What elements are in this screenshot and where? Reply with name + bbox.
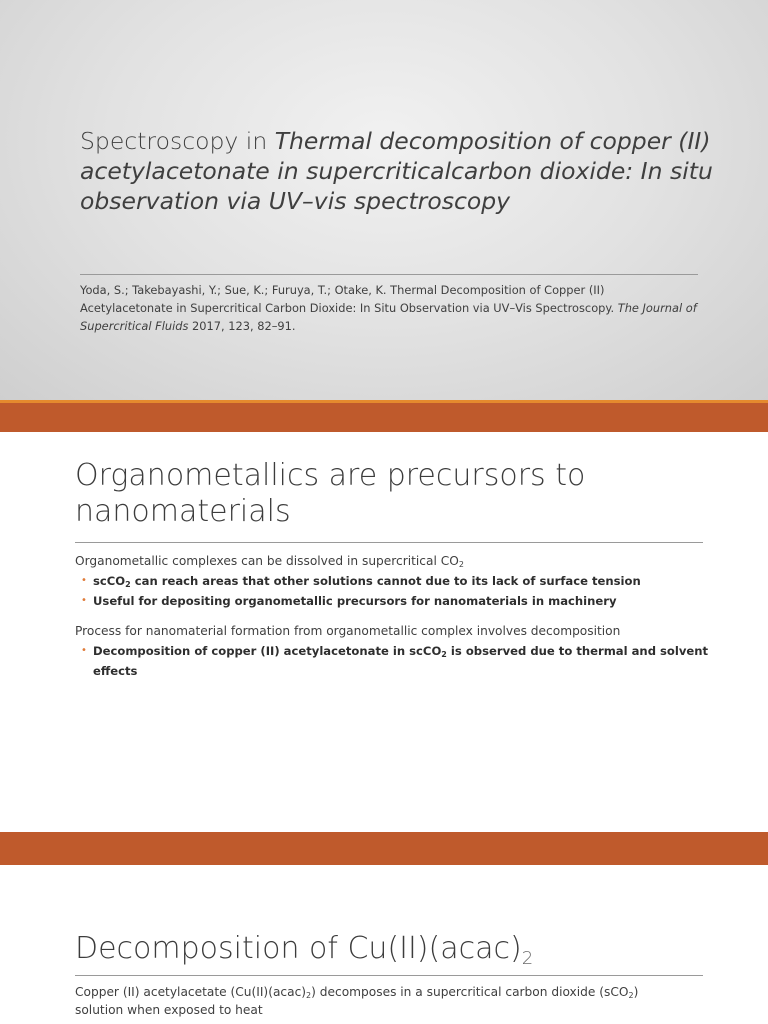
- paragraph: Process for nanomaterial formation from organometallic complex involves decomposition: [75, 624, 621, 638]
- paragraph-block: [75, 621, 715, 681]
- bullet-text: scCO: [93, 574, 126, 588]
- citation: [80, 281, 700, 335]
- paragraph-text: ): [633, 985, 639, 999]
- bullet-icon: •: [81, 595, 87, 606]
- subscript: 2: [458, 560, 464, 569]
- bullet-icon: •: [81, 645, 87, 656]
- paragraph-text: Copper (II) acetylacetate (Cu(II)(acac): [75, 985, 307, 999]
- paragraph-block: [75, 551, 715, 611]
- paragraph-text: solution when exposed to heat: [75, 1003, 263, 1017]
- citation-text: Yoda, S.; Takebayashi, Y.; Sue, K.; Furuya, T.; Otake, K. Thermal Decomposition of Copper (II) Acetylacetonate in Supercritical Carbon Dioxide: In Situ Observation via UV–Vis Spectroscopy.: [80, 283, 618, 315]
- paragraph-text: Organometallic complexes can be dissolved in supercritical CO: [75, 554, 459, 568]
- subscript: 2: [441, 650, 447, 659]
- slide-heading: [75, 931, 715, 967]
- bullet-item: [75, 591, 715, 611]
- bullet-item: [75, 571, 715, 591]
- subscript: 2: [125, 580, 131, 589]
- paragraph: [75, 983, 715, 1019]
- divider: [75, 542, 703, 543]
- paragraph: [75, 551, 715, 571]
- bullet-text: Decomposition of copper (II) acetylacetonate in scCO: [93, 644, 442, 658]
- subscript: 2: [628, 991, 634, 1000]
- title-italic-text: Thermal decomposition of copper (II) acetylacetonate in supercriticalcarbon dioxide: In situ observation via UV–vis spectroscopy: [80, 127, 713, 215]
- bullet-text: can reach areas that other solutions cannot due to its lack of surface tension: [130, 574, 641, 588]
- bullet-icon: •: [81, 575, 87, 586]
- divider: [80, 274, 698, 275]
- title-text: Spectroscopy in: [80, 127, 275, 155]
- bullet-text: is observed due to thermal and solvent effects: [93, 644, 709, 678]
- slide-separator-bar: [0, 832, 768, 865]
- slide-heading: Organometallics are precursors to nanomaterials: [75, 458, 586, 529]
- title-slide: [0, 0, 768, 400]
- slide-separator-bar: [0, 400, 768, 432]
- heading-text: Decomposition of Cu(II)(acac): [75, 931, 522, 966]
- divider: [75, 975, 703, 976]
- content-slide-decomposition: [0, 865, 768, 1024]
- citation-tail: 2017, 123, 82–91.: [188, 319, 296, 333]
- content-slide-organometallics: [0, 432, 768, 832]
- subscript: 2: [306, 991, 312, 1000]
- bullet-item: [75, 641, 715, 681]
- citation-journal: The Journal of Supercritical Fluids: [80, 301, 697, 333]
- subscript: 2: [521, 948, 534, 969]
- slide-title: [80, 126, 720, 216]
- bullet-text: Useful for depositing organometallic precursors for nanomaterials in machinery: [93, 594, 617, 608]
- paragraph-text: ) decomposes in a supercritical carbon dioxide (sCO: [311, 985, 629, 999]
